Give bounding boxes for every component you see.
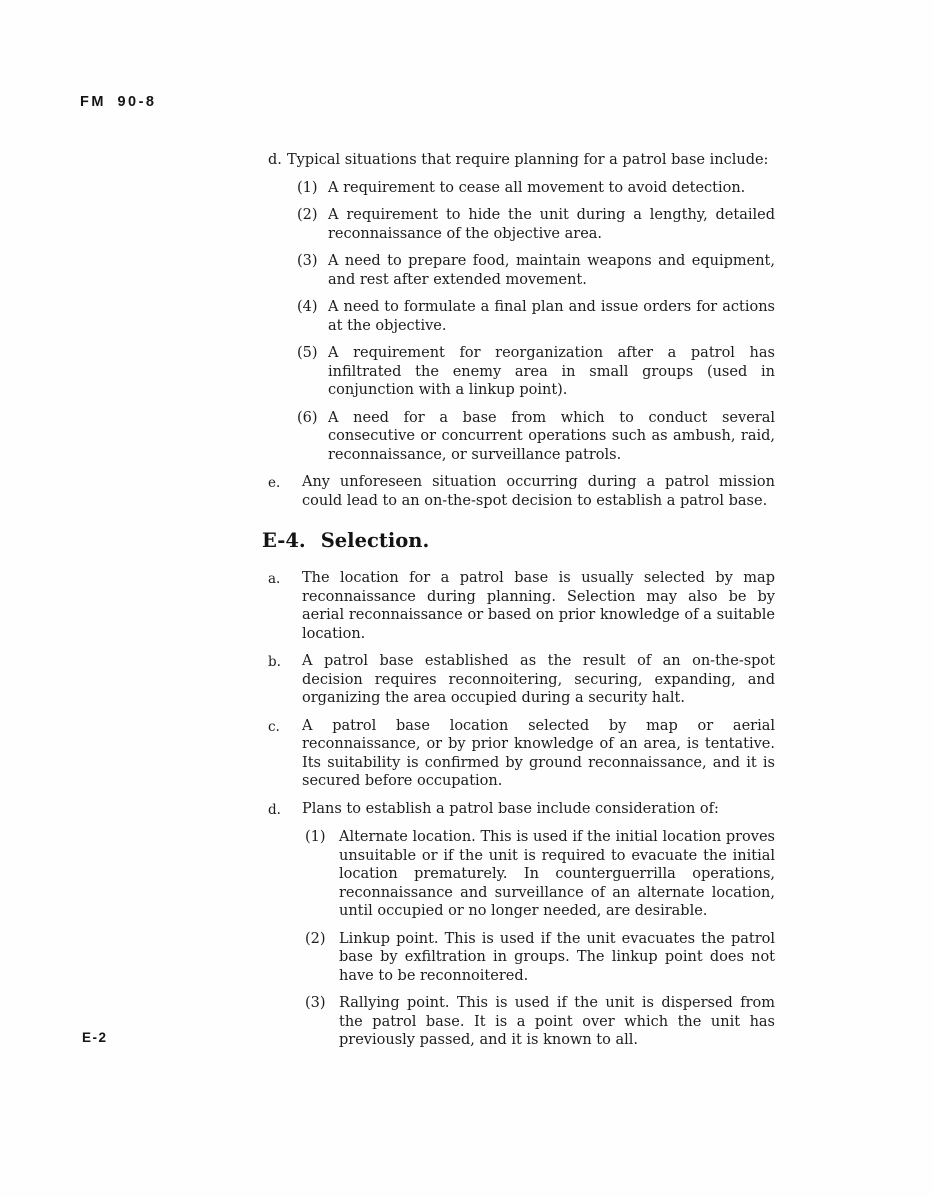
- list-item-number: (6): [297, 409, 318, 426]
- list-item-text: Rallying point. This is used if the unit is dispersed from the patrol base. It is a point over which the unit has previously passed, and it is known to all.: [339, 995, 775, 1048]
- list-item-number: (1): [297, 179, 318, 196]
- list-item: [297, 252, 775, 289]
- list-item-number: (2): [297, 207, 318, 223]
- list-item: [297, 206, 775, 243]
- list-item-text: A requirement to cease all movement to avoid detection.: [328, 179, 746, 196]
- list-item-text: A need to prepare food, maintain weapons and equipment, and rest after extended movement.: [328, 253, 775, 288]
- list-item-text: A need for a base from which to conduct several consecutive or concurrent operations such as ambush, raid, reconnaissance, or surveillance patrols.: [328, 409, 775, 463]
- page-header: FM 90-8: [80, 94, 157, 110]
- list-item-number: (2): [305, 930, 326, 947]
- list-item: [305, 930, 775, 986]
- list-item: [297, 344, 775, 400]
- list-item-number: (3): [297, 253, 318, 269]
- list-item: [297, 298, 775, 335]
- paragraph-e-unforeseen: [268, 473, 775, 510]
- paragraph-text: Any unforeseen situation occurring during a patrol mission could lead to an on-the-spot decision to establish a patrol base.: [302, 474, 775, 509]
- paragraph-label: b.: [268, 654, 281, 670]
- list-item: [297, 179, 775, 198]
- paragraph-label: a.: [268, 571, 281, 587]
- paragraph-label: d.: [268, 152, 282, 168]
- paragraph-text: Typical situations that require planning for a patrol base include:: [287, 152, 769, 168]
- paragraph-text: The location for a patrol base is usually selected by map reconnaissance during planning. Selection may also be by aerial reconnaissance or based on prior knowledge of a suitable location.: [302, 570, 775, 642]
- list-item: [305, 828, 775, 921]
- paragraph-label: c.: [268, 718, 280, 735]
- list-item-number: (1): [305, 829, 326, 845]
- list-item-text: Alternate location. This is used if the initial location proves unsuitable or if the unit is required to evacuate the initial location prematurely. In counterguerrilla operations, reconnaissance and surveillance of an alternate location, until occupied or no longer needed, are desirable.: [339, 829, 775, 919]
- section-heading: [262, 529, 775, 553]
- paragraph-text: A patrol base location selected by map or aerial reconnaissance, or by prior knowledge of an area, is tentative. Its suitability is confirmed by ground reconnaissance, and it is secured before occupation.: [302, 717, 775, 789]
- paragraph-d-situations: [268, 151, 775, 170]
- paragraph-a-location: [268, 569, 775, 643]
- page-content: [262, 151, 775, 1050]
- section-number: E-4.: [262, 529, 306, 552]
- list-item-text: A need to formulate a final plan and issue orders for actions at the objective.: [328, 299, 775, 334]
- section-title: Selection.: [320, 529, 430, 552]
- paragraph-b-onthespot: [268, 652, 775, 708]
- list-item-text: A requirement for reorganization after a patrol has infiltrated the enemy area in small groups (used in conjunction with a linkup point).: [328, 345, 775, 398]
- paragraph-label: e.: [268, 475, 281, 491]
- list-item-number: (3): [305, 995, 326, 1011]
- list-item-number: (4): [297, 299, 318, 315]
- list-item-text: Linkup point. This is used if the unit evacuates the patrol base by exfiltration in groups. The linkup point does not have to be reconnoitered.: [339, 930, 775, 984]
- list-item-text: A requirement to hide the unit during a lengthy, detailed reconnaissance of the objective area.: [328, 207, 775, 242]
- list-item: [305, 994, 775, 1050]
- paragraph-text: A patrol base established as the result of an on-the-spot decision requires reconnoitering, securing, expanding, and organizing the area occupied during a security halt.: [302, 653, 775, 706]
- list-item: [297, 409, 775, 465]
- paragraph-text: Plans to establish a patrol base include consideration of:: [302, 800, 719, 817]
- paragraph-d-plans: [268, 800, 775, 820]
- paragraph-c-tentative: [268, 717, 775, 791]
- page-footer: E-2: [82, 1030, 108, 1045]
- list-item-number: (5): [297, 345, 318, 361]
- paragraph-label: d.: [268, 801, 281, 818]
